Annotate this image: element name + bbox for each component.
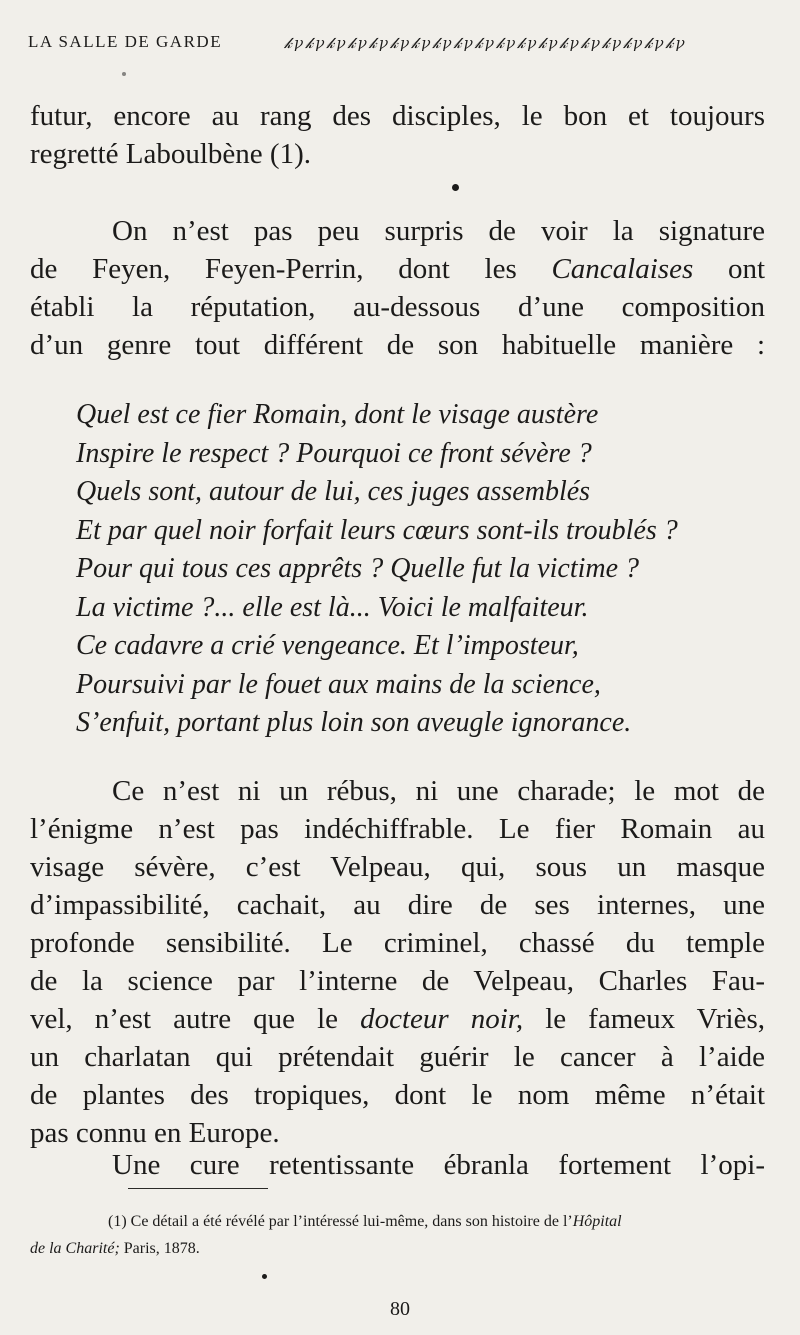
verse-line: Quel est ce fier Romain, dont le visage austère: [76, 399, 599, 430]
text-line: regretté Laboulbène (1).: [30, 138, 311, 170]
artwork-title: Cancalaises: [551, 253, 694, 285]
verse-line: Et par quel noir forfait leurs cœurs sont-ils troublés ?: [76, 514, 678, 546]
footnote-line: de la Charité; Paris, 1878.: [30, 1240, 200, 1257]
verse-line: Pour qui tous ces apprêts ? Quelle fut la victime ?: [76, 553, 640, 584]
text-line: de plantes des tropiques, dont le nom même n’était: [30, 1079, 765, 1111]
text-line: visage sévère, c’est Velpeau, qui, sous un masque: [30, 851, 765, 883]
paragraph-velpeau: [30, 772, 765, 1152]
text-line: de la science par l’interne de Velpeau, Charles Fau-: [30, 965, 765, 997]
print-speck: [122, 72, 126, 76]
header-ornament-band: 𝓀ꝩ𝓀ꝩ𝓀ꝩ𝓀ꝩ𝓀ꝩ𝓀ꝩ𝓀ꝩ𝓀ꝩ𝓀ꝩ𝓀ꝩ𝓀ꝩ𝓀ꝩ𝓀ꝩ𝓀ꝩ𝓀ꝩ𝓀ꝩ𝓀ꝩ𝓀ꝩ𝓀ꝩ: [284, 36, 687, 52]
paragraph-cure: [30, 1146, 765, 1184]
text-line: l’énigme n’est pas indéchiffrable. Le fier Romain au: [30, 813, 765, 845]
text-line: de Feyen, Feyen-Perrin, dont les Cancalaises ont: [30, 253, 765, 285]
verse-line: Poursuivi par le fouet aux mains de la science,: [76, 668, 601, 700]
text-line: pas connu en Europe.: [30, 1117, 280, 1149]
verse-line: Inspire le respect ? Pourquoi ce front sévère ?: [76, 437, 592, 469]
paragraph-feyen: [30, 212, 765, 364]
text-line: futur, encore au rang des disciples, le bon et toujours: [30, 100, 765, 132]
text-line: un charlatan qui prétendait guérir le cancer à l’aide: [30, 1041, 765, 1073]
section-dot: [452, 184, 459, 191]
running-header-title: LA SALLE DE GARDE: [28, 32, 223, 51]
verse-line: Quels sont, autour de lui, ces juges assemblés: [76, 476, 591, 507]
verse-line: Ce cadavre a crié vengeance. Et l’imposteur,: [76, 630, 579, 661]
text-line: vel, n’est autre que le docteur noir, le fameux Vriès,: [30, 1003, 766, 1035]
text-line: Ce n’est ni un rébus, ni une charade; le mot de: [112, 775, 765, 807]
text-line: d’un genre tout différent de son habituelle manière :: [30, 329, 765, 361]
footnote: [30, 1208, 775, 1262]
docteur-noir-term: docteur noir,: [360, 1003, 524, 1035]
text-line: profonde sensibilité. Le criminel, chassé du temple: [30, 927, 765, 959]
poem-verse: [76, 396, 776, 743]
running-header: [28, 30, 780, 54]
verse-line: La victime ?... elle est là... Voici le malfaiteur.: [76, 591, 589, 623]
text-line: Une cure retentissante ébranla fortement l’opi-: [112, 1149, 765, 1181]
text-line: établi la réputation, au-dessous d’une composition: [30, 291, 765, 323]
text-line: d’impassibilité, cachait, au dire de ses internes, une: [30, 889, 765, 921]
print-speck: [262, 1274, 267, 1279]
paragraph-continuation: [30, 97, 765, 173]
page-number: 80: [390, 1298, 410, 1320]
footnote-line: (1) Ce détail a été révélé par l’intéressé lui-même, dans son histoire de l’Hôpital: [108, 1213, 622, 1230]
text-line: On n’est pas peu surpris de voir la signature: [112, 215, 765, 247]
verse-line: S’enfuit, portant plus loin son aveugle ignorance.: [76, 707, 632, 738]
footnote-separator: [128, 1188, 268, 1189]
